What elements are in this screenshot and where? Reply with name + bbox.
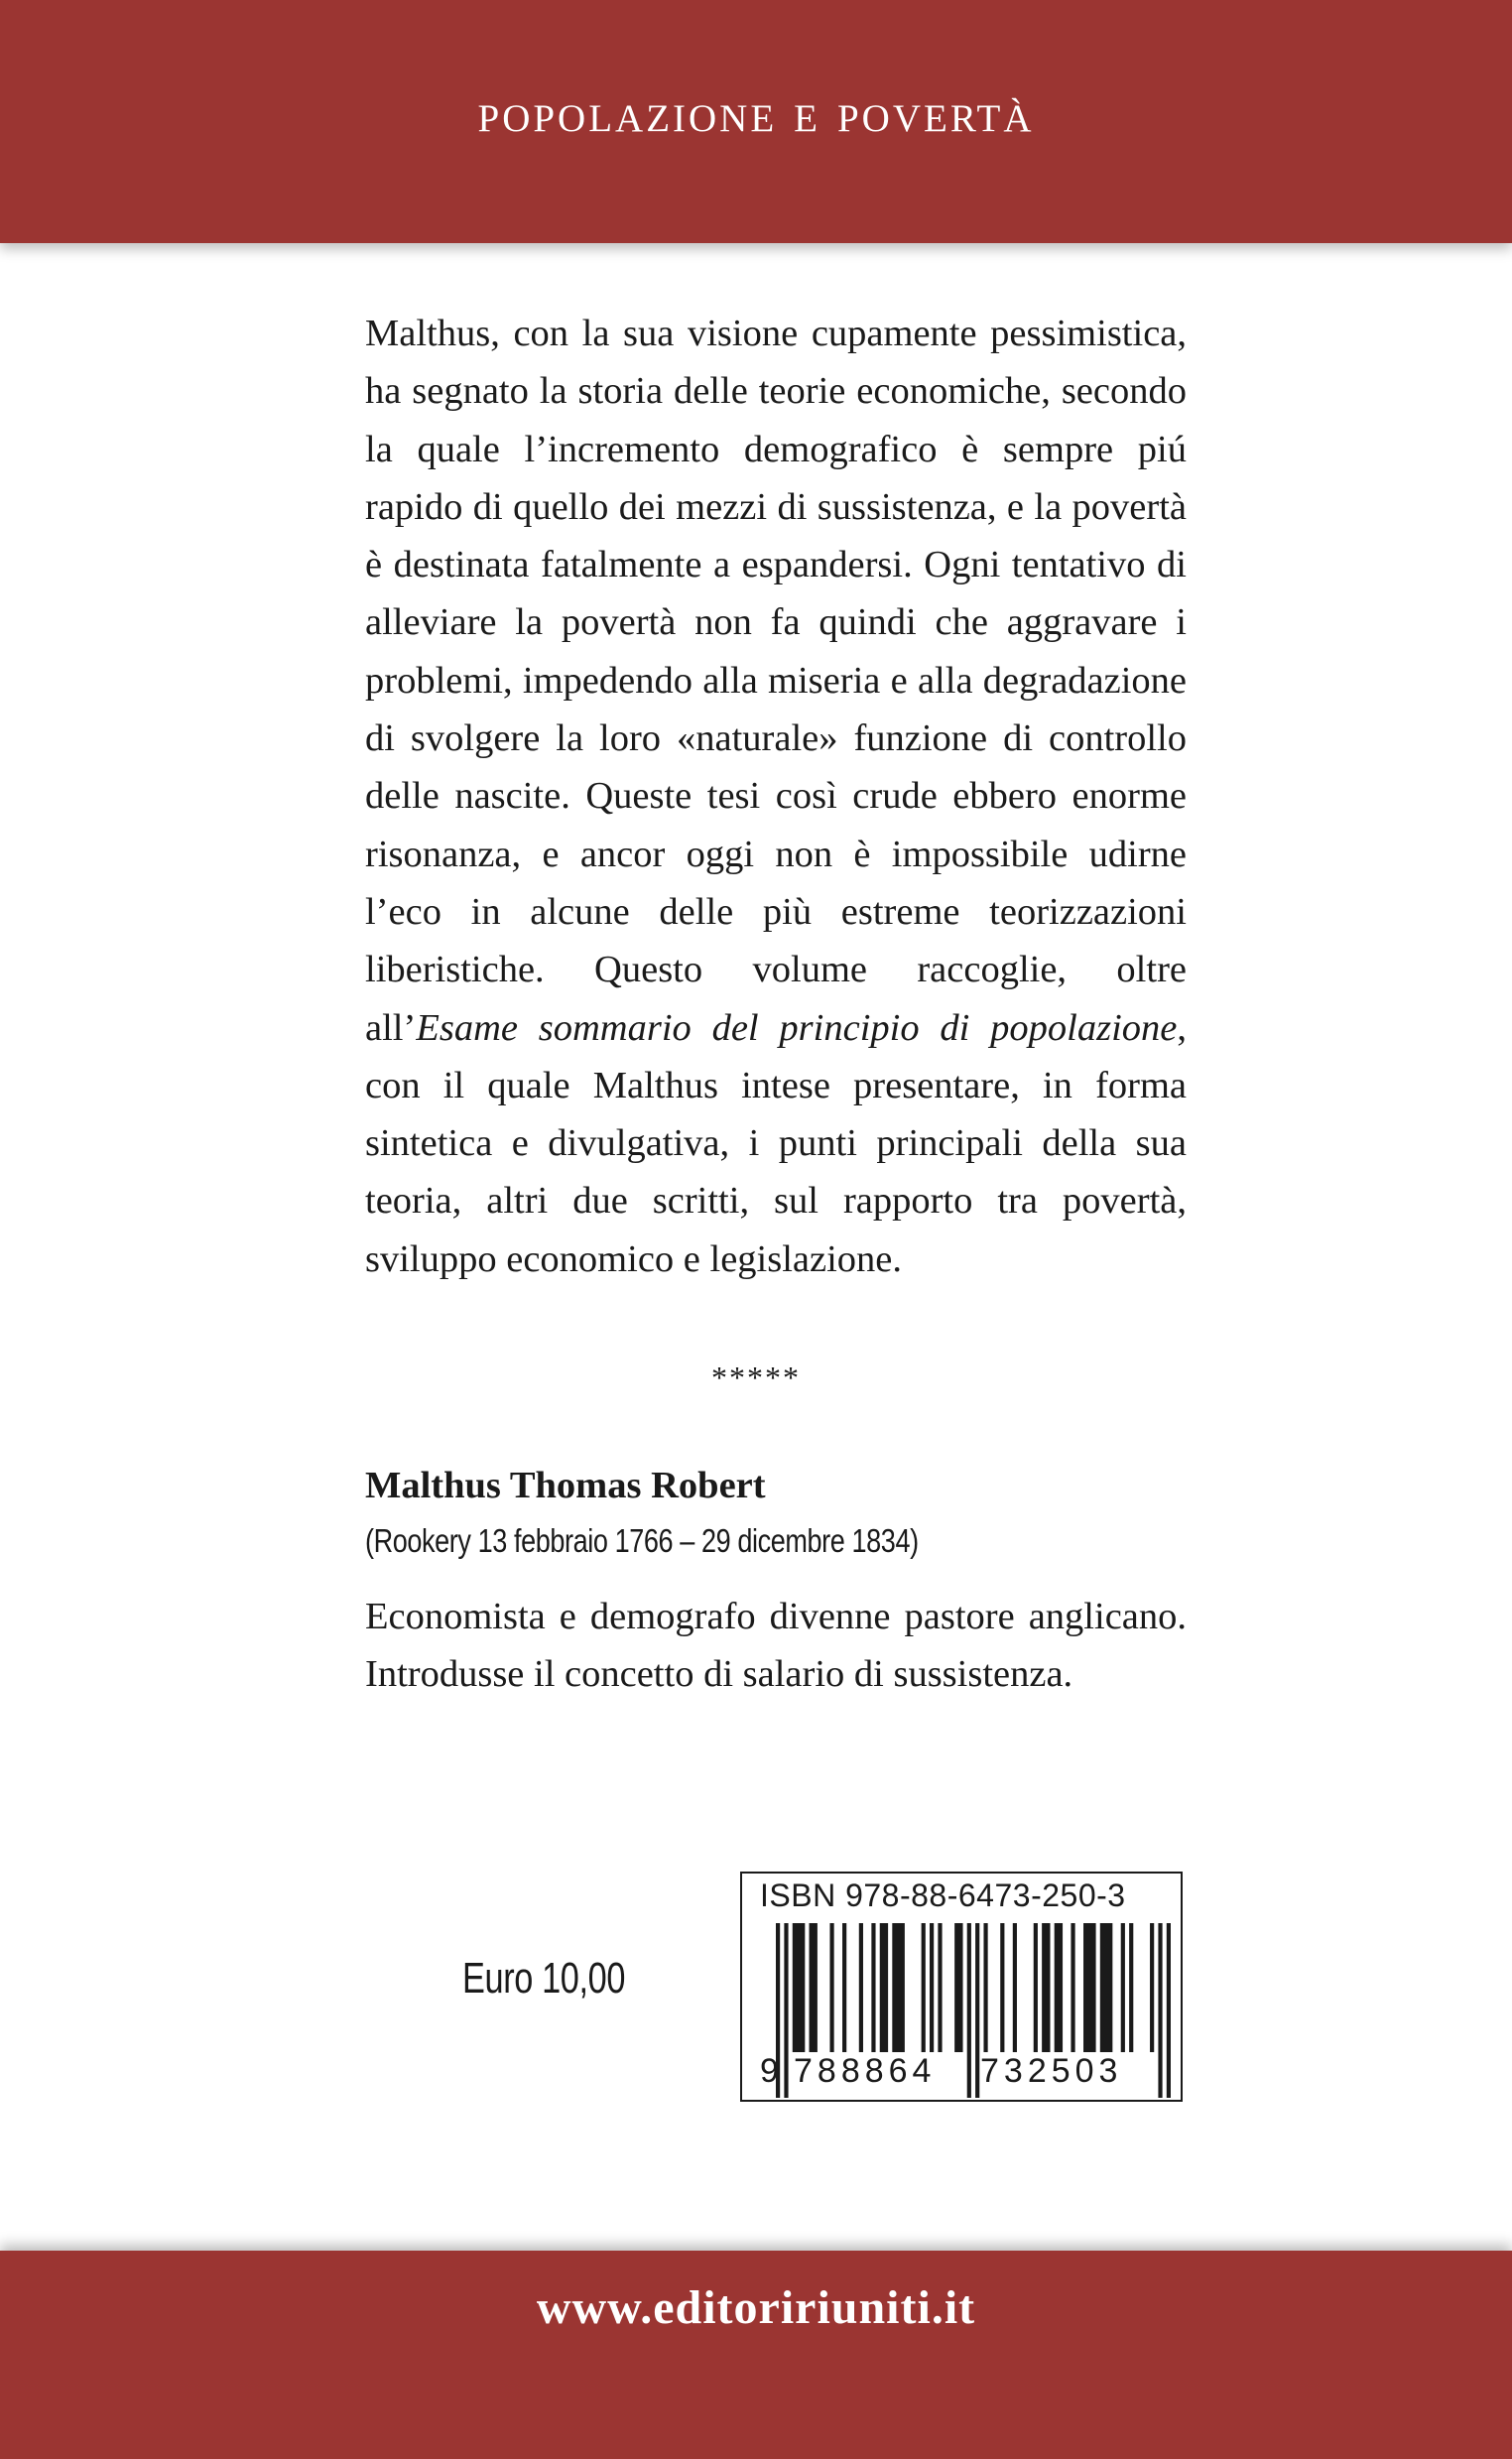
barcode-guard-bar [1158,1923,1162,2098]
barcode-bar [793,1923,806,2052]
barcode-bar [1013,1923,1017,2052]
barcode-bar [1034,1923,1038,2052]
barcode-bar [1083,1923,1096,2052]
barcode-bar [859,1923,863,2052]
barcode-bar [1100,1923,1113,2052]
barcode-guard-bar [784,1923,788,2098]
barcode-bar [880,1923,888,2052]
barcode-bar [1071,1923,1074,2052]
isbn-label: ISBN 978-88-6473-250-3 [760,1877,1126,1913]
barcode-bar [1150,1923,1154,2052]
barcode-bar [983,1923,987,2052]
barcode-bar [1055,1923,1063,2052]
barcode-bar [842,1923,846,2052]
author-name: Malthus Thomas Robert [365,1465,766,1506]
author-dates: (Rookery 13 febbraio 1766 – 29 dicembre 1834) [365,1522,919,1559]
barcode-bar [810,1923,818,2052]
price-label: Euro 10,00 [462,1954,626,2003]
blurb-text-part1: Malthus, con la sua visione cupamente pessimistica, ha segnato la storia delle teorie economiche, secondo la quale l’incremento demografico è sempre piú rapido di quello dei mezzi di sussistenza, e la povertà è destinata fatalmente a espandersi. Ogni tentativo di alleviare la povertà non fa quindi che aggravare i problemi, impedendo alla miseria e alla degradazione di svolgere la loro «naturale» funzione di controllo delle nascite. Queste tesi così crude ebbero enorme risonanza, e ancor oggi non è impossibile udirne l’eco in alcune delle più estreme teorizzazioni liberistiche. Questo volume raccoglie, oltre all’ [365,313,1187,1049]
blurb-italic-title: Esame sommario del principio di popolazione [416,1006,1178,1049]
barcode-bar [922,1923,926,2052]
barcode-bar [930,1923,934,2052]
barcode-bar [954,1923,962,2052]
barcode-bar [1042,1923,1050,2052]
barcode-guard-bar [1167,1923,1171,2098]
barcode-guard-bar [967,1923,971,2098]
author-bio: Economista e demografo divenne pastore anglicano. Introdusse il concetto di salario di sussistenza. [365,1596,1187,1696]
barcode-digit-lead: 9 [760,2052,779,2090]
barcode-bar [1129,1923,1133,2052]
barcode-digit-group-1: 788864 [794,2052,937,2090]
barcode-bar [871,1923,875,2052]
barcode-bar [892,1923,905,2052]
publisher-website: www.editoririuniti.it [536,2281,976,2334]
series-title: popolazione e povertà [477,82,1035,144]
back-cover-blurb [365,305,1187,1288]
section-separator: ***** [711,1359,801,1395]
barcode-digit-group-2: 732503 [980,2052,1123,2090]
isbn-barcode [740,1872,1183,2102]
barcode-bar [829,1923,833,2052]
blurb-text-part2: , con il quale Malthus intese presentare, in forma sintetica e divulgativa, i punti principali della sua teoria, altri due scritti, sul rapporto tra povertà, sviluppo economico e legislazione. [365,1006,1187,1280]
barcode-bar [1121,1923,1125,2052]
barcode-bar [938,1923,942,2052]
barcode-guard-bar [975,1923,979,2098]
barcode-bar [1000,1923,1004,2052]
